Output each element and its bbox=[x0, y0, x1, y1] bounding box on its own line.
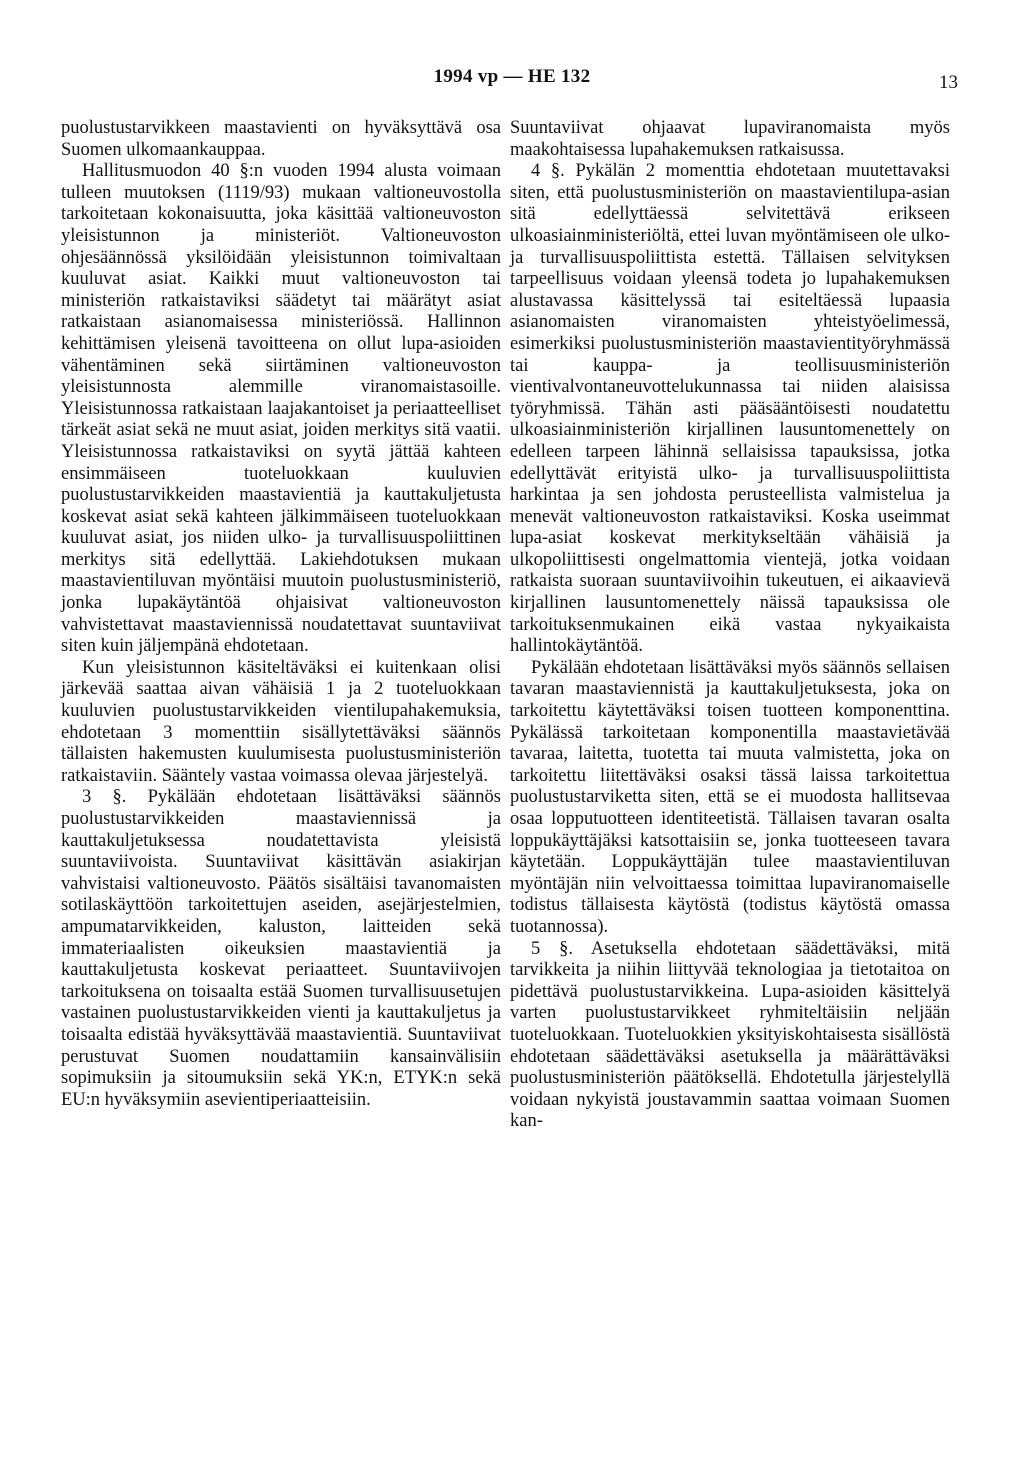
paragraph: puolustustarvikkeen maastavienti on hyväksyttävä osa Suomen ulkomaankauppaa. bbox=[61, 118, 501, 160]
paragraph: Pykälään ehdotetaan lisättäväksi myös säännös sellaisen tavaran maastaviennistä ja kauttakuljetuksesta, joka on tarkoitettu käytettäväksi toisen tuotteen komponenttina. Pykälässä tarkoitetaan komponentilla maastavietävää tavaraa, laitetta, tuotetta tai muuta valmistetta, joka on tarkoitettu liitettäväksi osaksi tässä laissa tarkoitettua puolustustarviketta siten, että se ei muodosta hallitsevaa osaa lopputuotteen identiteetistä. Tällaisen tavaran osalta loppukäyttäjäksi katsottaisiin se, jonka tuotteeseen tavara käytetään. Loppukäyttäjän tulee maastavientiluvan myöntäjän niin velvoittaessa toimittaa lupaviranomaiselle todistus tällaisesta käytöstä (todistus käytöstä omassa tuotannossa). bbox=[510, 657, 950, 937]
paragraph: 5 §. Asetuksella ehdotetaan säädettäväksi, mitä tarvikkeita ja niihin liittyvää teknologiaa ja tietotaitoa on pidettävä puolustustarvikkeina. Lupa-asioiden käsittelyä varten puolustustarvikkeet ryhmiteltäisiin neljään tuoteluokkaan. Tuoteluokkien yksityiskohtaisesta sisällöstä ehdotetaan säädettäväksi asetuksella ja määrättäväksi puolustusministeriön päätöksellä. Ehdotetulla järjestelyllä voidaan nykyistä joustavammin saattaa voimaan Suomen kan- bbox=[510, 938, 950, 1132]
paragraph: Hallitusmuodon 40 §:n vuoden 1994 alusta voimaan tulleen muutoksen (1119/93) mukaan valtioneuvostolla tarkoitetaan kokonaisuutta, joka käsittää valtioneuvoston yleisistunnon ja ministeriöt. Valtioneuvoston ohjesäännössä yksilöidään yleisistunnon toimivaltaan kuuluvat asiat. Kaikki muut valtioneuvoston tai ministeriön ratkaistaviksi säädetyt tai määrätyt asiat ratkaistaan asianomaisessa ministeriössä. Hallinnon kehittämisen yleisenä tavoitteena on ollut lupa-asioiden vähentäminen sekä siirtäminen valtioneuvoston yleisistunnosta alemmille viranomaistasoille. Yleisistunnossa ratkaistaan laajakantoiset ja periaatteelliset tärkeät asiat sekä ne muut asiat, joiden merkitys sitä vaatii. Yleisistunnossa ratkaistaviksi on syytä jättää kahteen ensimmäiseen tuoteluokkaan kuuluvien puolustustarvikkeiden maastavientiä ja kauttakuljetusta koskevat asiat sekä kahteen jälkimmäiseen tuoteluokkaan kuuluvat asiat, jos niiden ulko- ja turvallisuuspoliittinen merkitys sitä edellyttää. Lakiehdotuksen mukaan maastavientiluvan myöntäisi muutoin puolustusministeriö, jonka lupakäytäntöä ohjaisivat valtioneuvoston vahvistettavat maastaviennissä noudatettavat suuntaviivat siten kuin jäljempänä ehdotetaan. bbox=[61, 161, 501, 657]
page-header bbox=[0, 66, 1024, 96]
page-number: 13 bbox=[939, 72, 958, 93]
right-column bbox=[510, 118, 950, 1133]
paragraph: Suuntaviivat ohjaavat lupaviranomaista myös maakohtaisessa lupahakemuksen ratkaisussa. bbox=[510, 118, 950, 160]
paragraph: 3 §. Pykälään ehdotetaan lisättäväksi säännös puolustustarvikkeiden maastaviennissä ja kauttakuljetuksessa noudatettavista yleisistä suuntaviivoista. Suuntaviivat käsittävän asiakirjan vahvistaisi valtioneuvosto. Päätös sisältäisi tavanomaisten sotilaskäyttöön tarkoitettujen aseiden, asejärjestelmien, ampumatarvikkeiden, kaluston, laitteiden sekä immateriaalisten oikeuksien maastavientiä ja kauttakuljetusta koskevat periaatteet. Suuntaviivojen tarkoituksena on toisaalta estää Suomen turvallisuusetujen vastainen puolustustarvikkeiden vienti ja kauttakuljetus ja toisaalta edistää hyväksyttävää maastavientiä. Suuntaviivat perustuvat Suomen noudattamiin kansainvälisiin sopimuksiin ja sitoumuksiin sekä YK:n, ETYK:n sekä EU:n hyväksymiin asevientiperiaatteisiin. bbox=[61, 787, 501, 1110]
paragraph: Kun yleisistunnon käsiteltäväksi ei kuitenkaan olisi järkevää saattaa aivan vähäisiä 1 ja 2 tuoteluokkaan kuuluvien puolustustarvikkeiden vientilupahakemuksia, ehdotetaan 3 momenttiin sisällytettäväksi säännös tällaisten hakemusten kuulumisesta puolustusministeriön ratkaistaviin. Sääntely vastaa voimassa olevaa järjestelyä. bbox=[61, 657, 501, 786]
paragraph: 4 §. Pykälän 2 momenttia ehdotetaan muutettavaksi siten, että puolustusministeriön on maastavientilupa-asian sitä edellyttäessä selvitettävä erikseen ulkoasiainministeriöltä, ettei luvan myöntämiseen ole ulko- ja turvallisuuspoliittista estettä. Tällaisen selvityksen tarpeellisuus voidaan yleensä todeta jo lupahakemuksen alustavassa käsittelyssä tai esiteltäessä lupaasia asianomaisten viranomaisten yhteistyöelimessä, esimerkiksi puolustusministeriön maastavientityöryhmässä tai kauppa- ja teollisuusministeriön vientivalvontaneuvottelukunnassa tai niiden alaisissa työryhmissä. Tähän asti pääsääntöisesti noudatettu ulkoasiainministeriön kirjallinen lausuntomenettely on edelleen tarpeen lähinnä sellaisissa tapauksissa, jotka edellyttävät erityistä ulko- ja turvallisuuspoliittista harkintaa ja sen johdosta perusteellista valmistelua ja menevät valtioneuvoston ratkaistaviksi. Koska useimmat lupa-asiat koskevat merkitykseltään vähäisiä ja ulkopoliittisesti ongelmattomia vientejä, jotka voidaan ratkaista suoraan suuntaviivoihin tukeutuen, ei aikaavievä kirjallinen lausuntomenettely näissä tapauksissa ole tarkoituksenmukainen eikä vastaa nykyaikaista hallintokäytäntöä. bbox=[510, 161, 950, 657]
header-title: 1994 vp — HE 132 bbox=[433, 66, 591, 87]
left-column bbox=[61, 118, 501, 1111]
